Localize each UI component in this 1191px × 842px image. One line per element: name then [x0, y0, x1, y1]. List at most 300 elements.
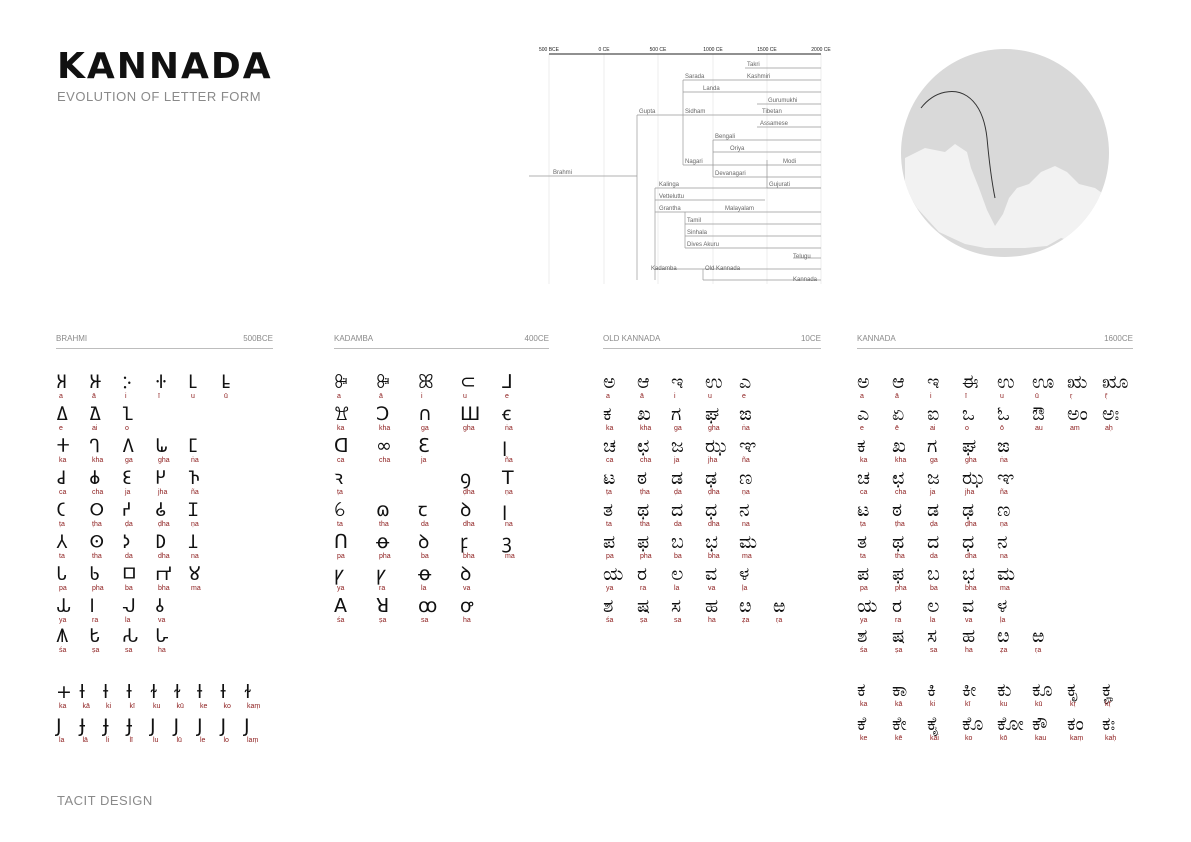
letter-cell	[705, 596, 739, 626]
letter-cell	[997, 500, 1031, 530]
letter-cell	[56, 436, 90, 466]
letter-cell	[927, 596, 961, 626]
letter-cell	[188, 500, 222, 530]
letter-glyph: ಪ	[857, 563, 870, 585]
letter-cell	[1032, 626, 1066, 656]
letter-transliteration: ā	[379, 393, 383, 400]
letter-glyph: ಘ	[962, 435, 977, 457]
letter-glyph: 𑀬	[56, 595, 72, 617]
letter-transliteration: ṝ	[1105, 393, 1108, 400]
letter-transliteration: ra	[640, 585, 647, 592]
letter-glyph: ꓮ	[334, 595, 347, 617]
letter-glyph: ಸ	[671, 595, 682, 617]
letter-transliteration: na	[191, 553, 199, 560]
letter-transliteration: ṣa	[92, 647, 100, 654]
letter-cell	[155, 436, 189, 466]
letter-glyph: ಜ	[671, 435, 684, 457]
letter-transliteration: a	[860, 393, 864, 400]
letter-transliteration: e	[742, 393, 746, 400]
letter-glyph: 𑀩	[122, 563, 137, 585]
letter-transliteration: ḍha	[708, 489, 720, 496]
letter-glyph: ɫ	[173, 681, 182, 703]
letter-glyph: ಟ	[603, 467, 616, 489]
letter-transliteration: ha	[965, 647, 973, 654]
letter-cell	[376, 372, 410, 402]
letter-cell	[334, 564, 368, 594]
letter-transliteration: pha	[640, 553, 652, 560]
letter-transliteration: kṛ	[1070, 701, 1076, 708]
letter-cell	[502, 436, 536, 466]
panel-header	[334, 328, 549, 349]
letter-cell	[155, 532, 189, 562]
letter-glyph: ಭ	[962, 563, 975, 585]
letter-cell	[89, 564, 123, 594]
letter-transliteration: kha	[379, 425, 391, 432]
letter-cell	[89, 404, 123, 434]
letter-cell	[376, 532, 410, 562]
letter-glyph: ಥ	[892, 531, 905, 553]
letter-transliteration: cha	[92, 489, 104, 496]
letter-transliteration: la	[421, 585, 427, 592]
letter-glyph: 𑀡	[188, 499, 199, 521]
letter-glyph: ಓ	[997, 403, 1010, 425]
letter-cell	[857, 596, 891, 626]
timeline-script-label: Bengali	[715, 134, 736, 140]
letter-glyph: ದ	[671, 499, 684, 521]
letter-cell	[671, 468, 705, 498]
letter-transliteration: ma	[742, 553, 752, 560]
letter-transliteration: gha	[708, 425, 720, 432]
letter-cell	[962, 436, 996, 466]
letter-cell	[502, 468, 536, 498]
letter-transliteration: ja	[125, 489, 131, 496]
letter-cell	[603, 532, 637, 562]
letter-transliteration: ma	[191, 585, 201, 592]
letter-transliteration: kā	[82, 703, 90, 710]
letter-glyph: ಱ	[773, 595, 786, 617]
letter-glyph: 𑀛	[155, 467, 167, 489]
letter-glyph: ꝼ	[460, 531, 468, 553]
letter-transliteration: gha	[158, 457, 170, 464]
letter-transliteration: lu	[153, 737, 159, 744]
letter-glyph: ꝋ	[418, 563, 432, 585]
letter-glyph: 𑀐	[89, 403, 102, 425]
letter-glyph: 𑀜	[188, 467, 201, 489]
letter-transliteration: ku	[1000, 701, 1008, 708]
letter-cell	[603, 500, 637, 530]
timeline-grid	[549, 54, 821, 284]
letter-transliteration: ṇa	[742, 489, 750, 496]
letter-transliteration: ka	[860, 701, 868, 708]
letter-transliteration: ka	[606, 425, 614, 432]
letter-transliteration: i	[421, 393, 423, 400]
letter-glyph: ꔭ	[334, 371, 348, 393]
letter-glyph: ಭ	[705, 531, 718, 553]
letter-glyph: ಕೋ	[997, 713, 1024, 735]
letter-cell	[705, 500, 739, 530]
letter-cell	[857, 680, 891, 710]
letter-transliteration: ha	[158, 647, 166, 654]
letter-transliteration: ki	[106, 703, 112, 710]
letter-cell	[705, 564, 739, 594]
letter-glyph: 𑀭	[89, 595, 96, 617]
letter-transliteration: ga	[421, 425, 429, 432]
panel-header	[603, 328, 821, 349]
letter-glyph: ಕಾ	[892, 679, 908, 701]
letter-cell	[1032, 714, 1066, 744]
letter-cell	[1032, 372, 1066, 402]
letter-glyph: ಅಃ	[1102, 403, 1120, 425]
letter-transliteration: dha	[158, 553, 170, 560]
letter-glyph: ಇ	[927, 371, 940, 393]
letter-cell	[997, 626, 1031, 656]
letter-glyph: 𑀪	[155, 563, 173, 585]
letter-glyph: ಙ	[739, 403, 752, 425]
letter-glyph: ಖ	[637, 403, 651, 425]
letter-transliteration: u	[708, 393, 712, 400]
letter-transliteration: ṭa	[59, 521, 65, 528]
letter-transliteration: ja	[421, 457, 427, 464]
letter-cell	[857, 532, 891, 562]
letter-cell	[962, 564, 996, 594]
letter-cell	[460, 500, 494, 530]
letter-cell	[122, 468, 156, 498]
letter-glyph: 𑀲	[122, 625, 139, 647]
letter-cell	[603, 596, 637, 626]
letter-transliteration: lī	[129, 737, 133, 744]
letter-cell	[56, 564, 90, 594]
letter-glyph: ಎ	[857, 403, 870, 425]
letter-glyph: ಗ	[671, 403, 682, 425]
footer-brand: TACIT DESIGN	[57, 793, 153, 808]
letter-transliteration: ṇa	[1000, 521, 1008, 528]
axis-tick-label: 1000 CE	[703, 47, 723, 53]
letter-cell	[502, 372, 536, 402]
letter-transliteration: ki	[930, 701, 936, 708]
letter-cell	[892, 626, 926, 656]
letter-transliteration: bha	[965, 585, 977, 592]
letter-transliteration: sa	[674, 617, 682, 624]
letter-glyph: ೞ	[739, 595, 752, 617]
letter-glyph: ꝩ	[376, 563, 386, 585]
letter-transliteration: ẓa	[1000, 647, 1008, 654]
letter-cell	[56, 626, 90, 656]
letter-cell	[892, 372, 926, 402]
letter-transliteration: bha	[463, 553, 475, 560]
letter-glyph: ಬ	[927, 563, 940, 585]
letter-glyph: ಕೇ	[892, 713, 907, 735]
letter-transliteration: kī	[965, 701, 971, 708]
letter-transliteration: ā	[640, 393, 644, 400]
letter-cell	[155, 372, 189, 402]
letter-transliteration: i	[125, 393, 127, 400]
letter-transliteration: ḷa	[1000, 617, 1006, 624]
letter-transliteration: aḥ	[1105, 425, 1113, 432]
letter-glyph: ಕಃ	[1102, 713, 1116, 735]
letter-cell	[892, 500, 926, 530]
letter-glyph: ꝩ	[334, 563, 344, 585]
letter-glyph: ಶ	[603, 595, 614, 617]
letter-glyph: 𑀦	[188, 531, 199, 553]
letter-transliteration: ka	[59, 457, 67, 464]
letter-transliteration: ka	[59, 703, 67, 710]
letter-glyph: ಸ	[927, 625, 938, 647]
letter-cell	[418, 500, 452, 530]
letter-cell	[892, 564, 926, 594]
letter-glyph: ಖ	[892, 435, 906, 457]
letter-transliteration: ka	[860, 457, 868, 464]
letter-transliteration: ḍa	[930, 521, 938, 528]
letter-glyph: ⊂	[460, 371, 476, 393]
letter-glyph: 𑀢	[56, 531, 68, 553]
letter-cell	[460, 596, 494, 626]
letter-transliteration: dha	[463, 521, 475, 528]
letter-cell	[773, 596, 807, 626]
letter-transliteration: ī	[158, 393, 160, 400]
letter-cell	[927, 714, 961, 744]
letter-glyph: +	[56, 681, 72, 703]
letter-transliteration: ku	[153, 703, 161, 710]
letter-glyph: 𑀇	[122, 371, 133, 393]
letter-glyph: ಯ	[603, 563, 624, 585]
letter-glyph: ಈ	[962, 371, 979, 393]
letter-cell	[418, 372, 452, 402]
letter-cell	[418, 596, 452, 626]
letter-transliteration: ra	[379, 585, 386, 592]
letter-glyph: ಕ	[857, 679, 866, 701]
timeline-script-label: Devanagari	[715, 171, 746, 177]
letter-transliteration: a	[59, 393, 63, 400]
panel-script-name: KADAMBA	[334, 334, 374, 343]
letter-glyph: ꝺ	[418, 531, 430, 553]
letter-transliteration: i	[674, 393, 676, 400]
letter-transliteration: u	[191, 393, 195, 400]
letter-glyph: ಇ	[671, 371, 684, 393]
letter-glyph: ಕೄ	[1102, 679, 1114, 701]
letter-glyph: 𑀨	[89, 563, 100, 585]
letter-transliteration: ṛ	[1070, 393, 1073, 400]
letter-glyph: J	[244, 715, 250, 737]
letter-transliteration: tha	[379, 521, 389, 528]
letter-glyph: ಕಂ	[1067, 713, 1084, 735]
letter-glyph: Ɉ	[103, 715, 109, 737]
letter-transliteration: u	[1000, 393, 1004, 400]
letter-transliteration: ca	[59, 489, 67, 496]
letter-cell	[671, 372, 705, 402]
letter-cell	[705, 468, 739, 498]
letter-glyph: 𑀫	[188, 563, 202, 585]
letter-cell	[962, 500, 996, 530]
letter-cell	[637, 404, 671, 434]
timeline-script-label: Sarada	[685, 74, 705, 80]
letter-glyph: ꝍ	[460, 595, 473, 617]
letter-glyph: ರ	[637, 563, 648, 585]
letter-glyph: ⅃	[502, 371, 513, 393]
letter-cell	[962, 468, 996, 498]
letter-transliteration: ca	[337, 457, 345, 464]
letter-transliteration: ṭa	[606, 489, 612, 496]
letter-cell	[997, 468, 1031, 498]
letter-cell	[221, 372, 255, 402]
letter-cell	[997, 596, 1031, 626]
letter-glyph: ಬ	[671, 531, 684, 553]
letter-transliteration: la	[125, 617, 131, 624]
letter-glyph: 𑀑	[122, 403, 134, 425]
letter-glyph: 𑀆	[89, 371, 102, 393]
letter-transliteration: ca	[860, 489, 868, 496]
letter-cell	[188, 372, 222, 402]
letter-cell	[892, 714, 926, 744]
letter-transliteration: pha	[379, 553, 391, 560]
letter-cell	[122, 500, 156, 530]
letter-glyph: 𑀯	[155, 595, 165, 617]
letter-cell	[122, 404, 156, 434]
letter-transliteration: lo	[223, 737, 229, 744]
letter-cell	[502, 532, 536, 562]
letter-glyph: ಗ	[927, 435, 938, 457]
letter-transliteration: ke	[860, 735, 868, 742]
letter-cell	[334, 372, 368, 402]
letter-glyph: ∩	[418, 403, 432, 425]
letter-cell	[671, 404, 705, 434]
letter-cell	[962, 404, 996, 434]
axis-tick-label: 500 CE	[649, 47, 667, 53]
letter-cell	[857, 404, 891, 434]
letter-glyph: 𑀚	[122, 467, 132, 489]
letter-transliteration: ō	[1000, 425, 1004, 432]
letter-cell	[1067, 404, 1101, 434]
letter-cell	[376, 564, 410, 594]
letter-transliteration: ña	[742, 457, 750, 464]
letter-cell	[376, 436, 410, 466]
letter-glyph: 𑀘	[56, 467, 67, 489]
letter-glyph: ಚ	[603, 435, 616, 457]
letter-cell	[244, 716, 278, 746]
letter-transliteration: ḍha	[965, 521, 977, 528]
letter-transliteration: kū	[1035, 701, 1043, 708]
letter-glyph: ಪ	[603, 531, 616, 553]
letter-transliteration: sa	[125, 647, 133, 654]
letter-transliteration: ḷa	[742, 585, 748, 592]
letter-cell	[637, 532, 671, 562]
letter-transliteration: gha	[463, 425, 475, 432]
letter-glyph: ಳ	[739, 563, 750, 585]
letter-cell	[927, 680, 961, 710]
letter-cell	[857, 714, 891, 744]
letter-cell	[927, 564, 961, 594]
letter-transliteration: ṭha	[92, 521, 102, 528]
letter-transliteration: kā	[895, 701, 903, 708]
letter-transliteration: ṭa	[337, 489, 343, 496]
letter-transliteration: pa	[860, 585, 868, 592]
letter-glyph: ಐ	[927, 403, 940, 425]
letter-cell	[671, 500, 705, 530]
letter-cell	[1032, 680, 1066, 710]
letter-cell	[502, 404, 536, 434]
letter-cell	[705, 436, 739, 466]
letter-transliteration: ṣa	[895, 647, 903, 654]
letter-glyph: ꓤ	[376, 595, 390, 617]
letter-glyph: ಜ	[927, 467, 940, 489]
letter-glyph: ಆ	[892, 371, 905, 393]
letter-transliteration: ḍha	[463, 489, 475, 496]
letter-transliteration: va	[965, 617, 973, 624]
letter-glyph: ꞁ	[502, 435, 508, 457]
letter-glyph: ಹ	[962, 625, 976, 647]
letter-transliteration: ḍa	[125, 521, 133, 528]
script-panel-old-kannada	[603, 328, 821, 624]
timeline-script-label: Dives Akuru	[687, 242, 720, 248]
letter-cell	[603, 372, 637, 402]
script-panel-kadamba	[334, 328, 549, 624]
page-subtitle: EVOLUTION OF LETTER FORM	[57, 89, 262, 104]
letter-cell	[603, 404, 637, 434]
letter-glyph: ɫ	[150, 681, 158, 703]
letter-cell	[460, 468, 494, 498]
letter-transliteration: śa	[606, 617, 614, 624]
timeline-script-label: Takri	[747, 62, 760, 68]
letter-glyph: 𑀳	[155, 625, 169, 647]
letter-cell	[334, 468, 368, 498]
letter-cell	[376, 404, 410, 434]
letter-transliteration: u	[463, 393, 467, 400]
letter-cell	[671, 564, 705, 594]
letter-cell	[997, 680, 1031, 710]
letter-transliteration: ha	[708, 617, 716, 624]
timeline-tree	[529, 62, 821, 283]
letter-glyph: 𑀊	[221, 371, 231, 393]
letter-glyph: J	[56, 715, 62, 737]
letter-glyph: ƚ	[126, 681, 132, 703]
letter-transliteration: am	[1070, 425, 1080, 432]
letter-cell	[892, 596, 926, 626]
letter-cell	[334, 436, 368, 466]
letter-cell	[1102, 372, 1136, 402]
letter-transliteration: cha	[640, 457, 652, 464]
letter-transliteration: ṣa	[640, 617, 648, 624]
letter-cell	[89, 436, 123, 466]
letter-transliteration: ba	[421, 553, 429, 560]
letter-glyph: Ш	[460, 403, 481, 425]
letter-transliteration: va	[463, 585, 471, 592]
timeline-script-label: Kashmiri	[747, 74, 771, 80]
letter-transliteration: tha	[640, 521, 650, 528]
letter-glyph: ಕೊ	[962, 713, 984, 735]
letter-glyph: ꓵ	[334, 531, 348, 553]
letter-transliteration: ko	[965, 735, 973, 742]
letter-cell	[122, 626, 156, 656]
letter-cell	[418, 404, 452, 434]
letter-glyph: 𑀔	[89, 435, 101, 457]
letter-transliteration: ṭha	[640, 489, 650, 496]
letter-transliteration: ya	[59, 617, 67, 624]
timeline-axis	[539, 47, 831, 54]
letter-glyph: ℇ	[418, 435, 430, 457]
timeline-script-label: Sidham	[685, 109, 706, 115]
letter-transliteration: ū	[1035, 393, 1039, 400]
letter-cell	[997, 436, 1031, 466]
letter-cell	[56, 596, 90, 626]
letter-transliteration: ko	[223, 703, 231, 710]
letter-cell	[997, 532, 1031, 562]
script-panel-kannada	[857, 328, 1133, 742]
letter-glyph: Ↄ	[376, 403, 390, 425]
letter-transliteration: da	[674, 521, 682, 528]
letter-transliteration: ma	[1000, 585, 1010, 592]
letter-cell	[927, 468, 961, 498]
letter-transliteration: da	[125, 553, 133, 560]
letter-cell	[460, 404, 494, 434]
